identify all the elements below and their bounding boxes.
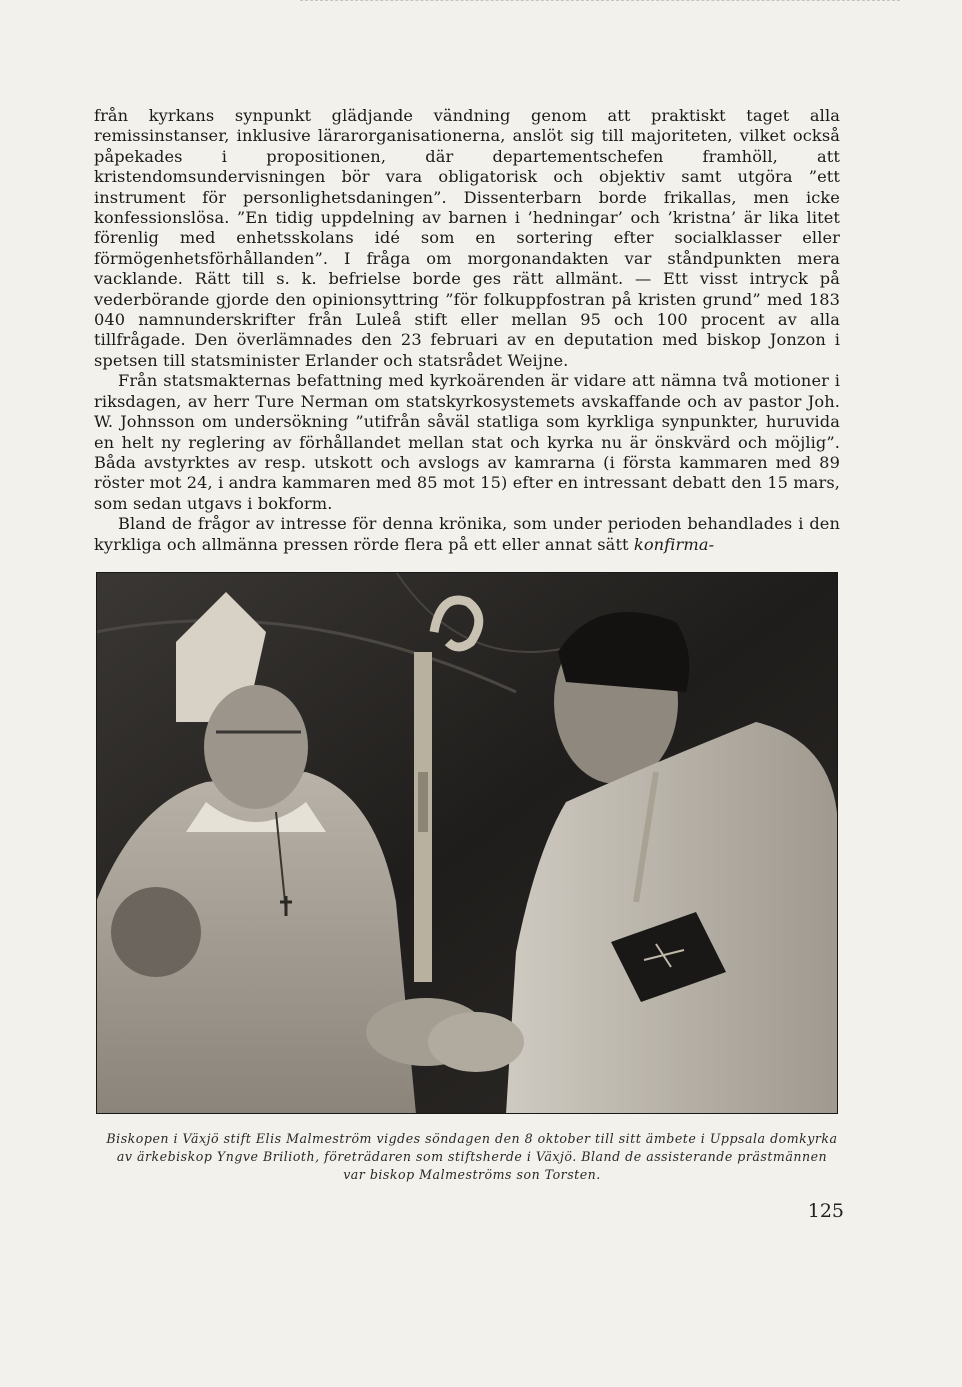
paragraph-3	[94, 514, 840, 555]
photograph-bishops-handshake	[96, 572, 838, 1114]
paragraph-1: från kyrkans synpunkt glädjande vändning genom att praktiskt taget alla remissinstanser, inklusive lärarorganisationerna, anslöt sig till majoriteten, vilket också påpekades i propositionen, där departementschefen framhöll, att kristendomsundervisningen bör vara obligatorisk och objektiv samt utgöra ”ett instrument för personlighetsdaningen”. Dissenterbarn borde frikallas, men icke konfessionslösa. ”En tidig uppdelning av barnen i ’hedningar’ och ’kristna’ är lika litet förenlig med enhetsskolans idé som en sortering efter socialklasser eller förmögenhetsförhållanden”. I fråga om morgonandakten var ståndpunkten mera vacklande. Rätt till s. k. befrielse borde ges rätt allmänt. — Ett visst intryck på vederbörande gjorde den opinionsyttring ”för folkuppfostran på kristen grund” med 183 040 namnunderskrifter från Luleå stift eller mellan 95 och 100 procent av alla tillfrågade. Den överlämnades den 23 februari av en deputation med biskop Jonzon i spetsen till statsminister Erlander och statsrådet Weijne.	[94, 106, 840, 370]
paragraph-3-italic-word: konfirma-	[633, 534, 715, 554]
scan-edge	[300, 0, 900, 4]
photo-caption: Biskopen i Växjö stift Elis Malmeström vigdes söndagen den 8 oktober till sitt ämbete i Uppsala domkyrka av ärkebiskop Yngve Brilioth, företrädaren som stiftsherde i Växjö. Bland de assisterande prästmännen var biskop Malmeströms son Torsten.	[106, 1131, 838, 1182]
body-text	[94, 106, 840, 555]
page-number: 125	[807, 1200, 844, 1222]
photo-illustration	[96, 572, 838, 1114]
paragraph-3-text: Bland de frågor av intresse för denna krönika, som under perioden behandlades i den kyrkliga och allmänna pressen rörde flera på ett eller annat sätt	[94, 514, 840, 554]
paragraph-2: Från statsmakternas befattning med kyrkoärenden är vidare att nämna två motioner i riksdagen, av herr Ture Nerman om statskyrkosystemets avskaffande och av pastor Joh. W. Johnsson om undersökning ”utifrån såväl statliga som kyrkliga synpunkter, huruvida en helt ny reglering av förhållandet mellan stat och kyrka nu är önskvärd och möjlig”. Båda avstyrktes av resp. utskott och avslogs av kamrarna (i första kammaren med 89 röster mot 24, i andra kammaren med 85 mot 15) efter en intressant debatt den 15 mars, som sedan utgavs i bokform.	[94, 371, 840, 513]
